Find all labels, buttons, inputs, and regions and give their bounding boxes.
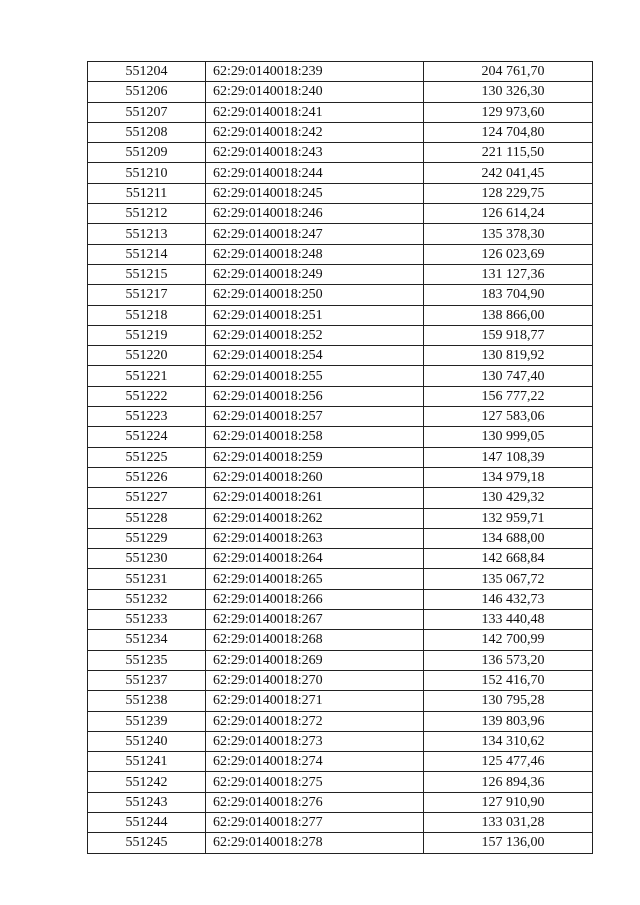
object-code-cell: 551225 bbox=[88, 447, 206, 467]
object-code-cell: 551207 bbox=[88, 102, 206, 122]
table-row bbox=[88, 224, 593, 244]
cadastral-number-cell: 62:29:0140018:246 bbox=[206, 204, 424, 224]
value-cell: 204 761,70 bbox=[424, 62, 593, 82]
table-row bbox=[88, 467, 593, 487]
value-cell: 159 918,77 bbox=[424, 325, 593, 345]
cadastral-number-cell: 62:29:0140018:276 bbox=[206, 792, 424, 812]
cadastral-value-table bbox=[87, 61, 593, 854]
cadastral-number-cell: 62:29:0140018:272 bbox=[206, 711, 424, 731]
cadastral-number-cell: 62:29:0140018:255 bbox=[206, 366, 424, 386]
object-code-cell: 551234 bbox=[88, 630, 206, 650]
value-cell: 146 432,73 bbox=[424, 589, 593, 609]
object-code-cell: 551241 bbox=[88, 752, 206, 772]
table-row bbox=[88, 62, 593, 82]
value-cell: 124 704,80 bbox=[424, 122, 593, 142]
object-code-cell: 551238 bbox=[88, 691, 206, 711]
table-row bbox=[88, 163, 593, 183]
table-row bbox=[88, 488, 593, 508]
object-code-cell: 551230 bbox=[88, 549, 206, 569]
value-cell: 130 747,40 bbox=[424, 366, 593, 386]
value-cell: 221 115,50 bbox=[424, 143, 593, 163]
table-row bbox=[88, 427, 593, 447]
cadastral-number-cell: 62:29:0140018:270 bbox=[206, 670, 424, 690]
table-row bbox=[88, 630, 593, 650]
value-cell: 127 910,90 bbox=[424, 792, 593, 812]
object-code-cell: 551208 bbox=[88, 122, 206, 142]
object-code-cell: 551218 bbox=[88, 305, 206, 325]
table-row bbox=[88, 589, 593, 609]
value-cell: 126 023,69 bbox=[424, 244, 593, 264]
cadastral-number-cell: 62:29:0140018:261 bbox=[206, 488, 424, 508]
cadastral-number-cell: 62:29:0140018:245 bbox=[206, 183, 424, 203]
cadastral-number-cell: 62:29:0140018:252 bbox=[206, 325, 424, 345]
cadastral-number-cell: 62:29:0140018:251 bbox=[206, 305, 424, 325]
table-row bbox=[88, 528, 593, 548]
cadastral-number-cell: 62:29:0140018:266 bbox=[206, 589, 424, 609]
cadastral-number-cell: 62:29:0140018:267 bbox=[206, 610, 424, 630]
cadastral-number-cell: 62:29:0140018:278 bbox=[206, 833, 424, 853]
table-row bbox=[88, 569, 593, 589]
table-row bbox=[88, 122, 593, 142]
value-cell: 135 378,30 bbox=[424, 224, 593, 244]
cadastral-number-cell: 62:29:0140018:247 bbox=[206, 224, 424, 244]
cadastral-number-cell: 62:29:0140018:271 bbox=[206, 691, 424, 711]
cadastral-number-cell: 62:29:0140018:256 bbox=[206, 386, 424, 406]
object-code-cell: 551206 bbox=[88, 82, 206, 102]
value-cell: 139 803,96 bbox=[424, 711, 593, 731]
object-code-cell: 551240 bbox=[88, 731, 206, 751]
object-code-cell: 551213 bbox=[88, 224, 206, 244]
table-row bbox=[88, 711, 593, 731]
value-cell: 126 614,24 bbox=[424, 204, 593, 224]
object-code-cell: 551221 bbox=[88, 366, 206, 386]
value-cell: 133 440,48 bbox=[424, 610, 593, 630]
table-row bbox=[88, 346, 593, 366]
cadastral-number-cell: 62:29:0140018:242 bbox=[206, 122, 424, 142]
cadastral-number-cell: 62:29:0140018:274 bbox=[206, 752, 424, 772]
value-cell: 134 688,00 bbox=[424, 528, 593, 548]
table-row bbox=[88, 264, 593, 284]
table-row bbox=[88, 244, 593, 264]
table-row bbox=[88, 691, 593, 711]
cadastral-number-cell: 62:29:0140018:248 bbox=[206, 244, 424, 264]
object-code-cell: 551211 bbox=[88, 183, 206, 203]
cadastral-number-cell: 62:29:0140018:277 bbox=[206, 812, 424, 832]
value-cell: 142 700,99 bbox=[424, 630, 593, 650]
object-code-cell: 551235 bbox=[88, 650, 206, 670]
value-cell: 126 894,36 bbox=[424, 772, 593, 792]
cadastral-number-cell: 62:29:0140018:244 bbox=[206, 163, 424, 183]
table-row bbox=[88, 752, 593, 772]
cadastral-number-cell: 62:29:0140018:268 bbox=[206, 630, 424, 650]
cadastral-number-cell: 62:29:0140018:259 bbox=[206, 447, 424, 467]
object-code-cell: 551222 bbox=[88, 386, 206, 406]
object-code-cell: 551224 bbox=[88, 427, 206, 447]
object-code-cell: 551239 bbox=[88, 711, 206, 731]
table-row bbox=[88, 143, 593, 163]
object-code-cell: 551237 bbox=[88, 670, 206, 690]
object-code-cell: 551212 bbox=[88, 204, 206, 224]
value-cell: 183 704,90 bbox=[424, 285, 593, 305]
value-cell: 134 979,18 bbox=[424, 467, 593, 487]
cadastral-number-cell: 62:29:0140018:269 bbox=[206, 650, 424, 670]
table-row bbox=[88, 447, 593, 467]
object-code-cell: 551209 bbox=[88, 143, 206, 163]
object-code-cell: 551232 bbox=[88, 589, 206, 609]
cadastral-number-cell: 62:29:0140018:257 bbox=[206, 407, 424, 427]
object-code-cell: 551214 bbox=[88, 244, 206, 264]
table-row bbox=[88, 285, 593, 305]
value-cell: 129 973,60 bbox=[424, 102, 593, 122]
object-code-cell: 551231 bbox=[88, 569, 206, 589]
cadastral-number-cell: 62:29:0140018:249 bbox=[206, 264, 424, 284]
value-cell: 242 041,45 bbox=[424, 163, 593, 183]
table-row bbox=[88, 508, 593, 528]
table-row bbox=[88, 386, 593, 406]
value-cell: 152 416,70 bbox=[424, 670, 593, 690]
value-cell: 130 795,28 bbox=[424, 691, 593, 711]
object-code-cell: 551227 bbox=[88, 488, 206, 508]
object-code-cell: 551219 bbox=[88, 325, 206, 345]
cadastral-number-cell: 62:29:0140018:263 bbox=[206, 528, 424, 548]
cadastral-number-cell: 62:29:0140018:250 bbox=[206, 285, 424, 305]
object-code-cell: 551242 bbox=[88, 772, 206, 792]
value-cell: 128 229,75 bbox=[424, 183, 593, 203]
table-row bbox=[88, 407, 593, 427]
table-row bbox=[88, 731, 593, 751]
object-code-cell: 551210 bbox=[88, 163, 206, 183]
cadastral-number-cell: 62:29:0140018:264 bbox=[206, 549, 424, 569]
value-cell: 127 583,06 bbox=[424, 407, 593, 427]
table-row bbox=[88, 650, 593, 670]
value-cell: 131 127,36 bbox=[424, 264, 593, 284]
object-code-cell: 551223 bbox=[88, 407, 206, 427]
value-cell: 132 959,71 bbox=[424, 508, 593, 528]
value-cell: 130 819,92 bbox=[424, 346, 593, 366]
value-cell: 134 310,62 bbox=[424, 731, 593, 751]
cadastral-number-cell: 62:29:0140018:239 bbox=[206, 62, 424, 82]
table-row bbox=[88, 366, 593, 386]
table-row bbox=[88, 305, 593, 325]
cadastral-number-cell: 62:29:0140018:254 bbox=[206, 346, 424, 366]
value-cell: 130 326,30 bbox=[424, 82, 593, 102]
table-body bbox=[88, 62, 593, 854]
value-cell: 136 573,20 bbox=[424, 650, 593, 670]
cadastral-number-cell: 62:29:0140018:265 bbox=[206, 569, 424, 589]
document-table-container bbox=[87, 61, 592, 854]
table-row bbox=[88, 792, 593, 812]
value-cell: 138 866,00 bbox=[424, 305, 593, 325]
object-code-cell: 551244 bbox=[88, 812, 206, 832]
cadastral-number-cell: 62:29:0140018:260 bbox=[206, 467, 424, 487]
object-code-cell: 551245 bbox=[88, 833, 206, 853]
object-code-cell: 551233 bbox=[88, 610, 206, 630]
table-row bbox=[88, 82, 593, 102]
cadastral-number-cell: 62:29:0140018:241 bbox=[206, 102, 424, 122]
value-cell: 147 108,39 bbox=[424, 447, 593, 467]
table-row bbox=[88, 772, 593, 792]
value-cell: 135 067,72 bbox=[424, 569, 593, 589]
table-row bbox=[88, 610, 593, 630]
object-code-cell: 551215 bbox=[88, 264, 206, 284]
value-cell: 130 999,05 bbox=[424, 427, 593, 447]
cadastral-number-cell: 62:29:0140018:273 bbox=[206, 731, 424, 751]
object-code-cell: 551228 bbox=[88, 508, 206, 528]
object-code-cell: 551217 bbox=[88, 285, 206, 305]
table-row bbox=[88, 833, 593, 853]
table-row bbox=[88, 670, 593, 690]
value-cell: 133 031,28 bbox=[424, 812, 593, 832]
value-cell: 156 777,22 bbox=[424, 386, 593, 406]
table-row bbox=[88, 325, 593, 345]
object-code-cell: 551204 bbox=[88, 62, 206, 82]
table-row bbox=[88, 812, 593, 832]
value-cell: 157 136,00 bbox=[424, 833, 593, 853]
cadastral-number-cell: 62:29:0140018:240 bbox=[206, 82, 424, 102]
object-code-cell: 551226 bbox=[88, 467, 206, 487]
cadastral-number-cell: 62:29:0140018:258 bbox=[206, 427, 424, 447]
object-code-cell: 551243 bbox=[88, 792, 206, 812]
table-row bbox=[88, 102, 593, 122]
value-cell: 125 477,46 bbox=[424, 752, 593, 772]
value-cell: 142 668,84 bbox=[424, 549, 593, 569]
object-code-cell: 551220 bbox=[88, 346, 206, 366]
value-cell: 130 429,32 bbox=[424, 488, 593, 508]
table-row bbox=[88, 204, 593, 224]
object-code-cell: 551229 bbox=[88, 528, 206, 548]
table-row bbox=[88, 183, 593, 203]
cadastral-number-cell: 62:29:0140018:262 bbox=[206, 508, 424, 528]
cadastral-number-cell: 62:29:0140018:243 bbox=[206, 143, 424, 163]
cadastral-number-cell: 62:29:0140018:275 bbox=[206, 772, 424, 792]
table-row bbox=[88, 549, 593, 569]
